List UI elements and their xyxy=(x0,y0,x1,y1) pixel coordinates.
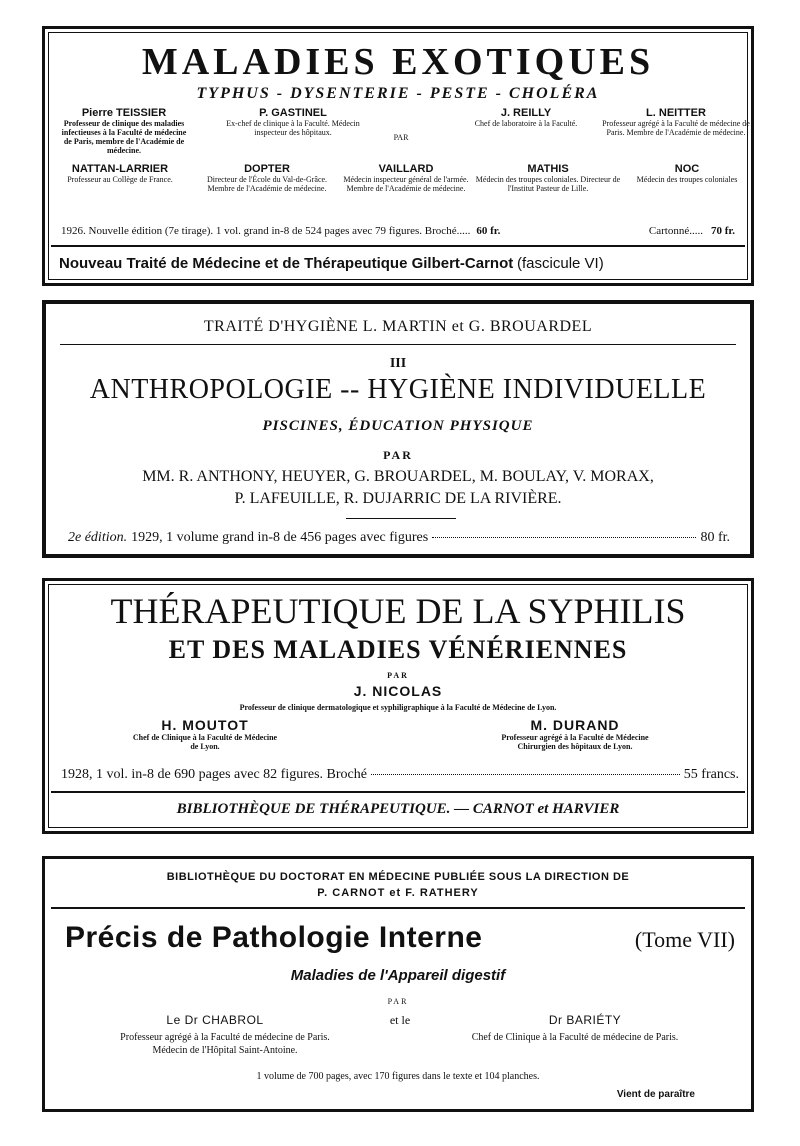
ad1-author-8 xyxy=(473,163,623,193)
ad1-author-3 xyxy=(461,107,591,128)
ad3-par: PAR xyxy=(387,671,409,680)
ad3-main-author: J. NICOLAS xyxy=(353,683,443,699)
ad1-author-5 xyxy=(55,163,185,184)
ad4-header-1: BIBLIOTHÈQUE DU DOCTORAT EN MÉDECINE PUBLIÉE SOUS LA DIRECTION DE xyxy=(166,871,630,883)
ad3-edition-line xyxy=(61,767,739,783)
leader-dots xyxy=(371,774,680,775)
ad1-author-1 xyxy=(59,107,189,155)
series-title: Nouveau Traité de Médecine et de Thérapeutique Gilbert-Carnot xyxy=(59,255,514,272)
price: 80 fr. xyxy=(700,530,730,545)
author-name: VAILLARD xyxy=(378,163,434,175)
author-desc: Directeur de l'École du Val-de-Grâce. Membre de l'Académie de médecine. xyxy=(206,175,328,193)
ad4-title-line xyxy=(65,921,735,955)
author-name: H. MOUTOT xyxy=(161,717,249,733)
author-desc: Chef de Clinique à la Faculté de médecine de Paris. xyxy=(471,1032,679,1043)
divider xyxy=(51,791,745,793)
ad-precis-pathologie xyxy=(42,856,754,1112)
ad4-desc-left xyxy=(75,1031,375,1057)
ad4-desc-right xyxy=(425,1031,725,1044)
ad1-author-4 xyxy=(601,107,751,137)
ad1-author-6 xyxy=(197,163,337,193)
divider-short xyxy=(346,518,456,519)
ad1-author-9 xyxy=(625,163,749,184)
series-paren: (fascicule VI) xyxy=(517,255,604,272)
ad3-author-left xyxy=(105,717,305,751)
ad2-subtitle: PISCINES, ÉDUCATION PHYSIQUE xyxy=(262,418,534,434)
author-name: L. NEITTER xyxy=(646,107,706,119)
ad2-authors-2: P. LAFEUILLE, R. DUJARRIC DE LA RIVIÈRE. xyxy=(234,490,562,507)
author-name: DOPTER xyxy=(244,163,290,175)
ad4-et-le: et le xyxy=(389,1013,411,1027)
ad1-author-2 xyxy=(223,107,363,137)
ad-maladies-exotiques xyxy=(42,26,754,286)
author-desc: Professeur agrégé à la Faculté de médecine de Paris. Membre de l'Académie de médecine. xyxy=(602,119,750,137)
ad4-status: Vient de paraître xyxy=(616,1089,695,1100)
ad4-author-right: Dr BARIÉTY xyxy=(548,1013,622,1027)
ad1-title: MALADIES EXOTIQUES xyxy=(141,41,655,83)
ad4-volume: 1 volume de 700 pages, avec 170 figures dans le texte et 104 planches. xyxy=(256,1071,540,1082)
author-desc: Chef de Clinique à la Faculté de Médecine xyxy=(132,733,278,742)
author-desc: Médecin inspecteur général de l'armée. Membre de l'Académie de médecine. xyxy=(343,175,469,193)
author-desc: Professeur agrégé à la Faculté de médecine de Paris. xyxy=(120,1032,330,1043)
ad4-tome: (Tome VII) xyxy=(634,927,735,952)
ad2-par: PAR xyxy=(383,448,413,462)
author-desc: Médecin de l'Hôpital Saint-Antoine. xyxy=(152,1045,298,1056)
ad2-title: ANTHROPOLOGIE -- HYGIÈNE INDIVIDUELLE xyxy=(89,374,707,405)
divider xyxy=(51,245,745,247)
ad1-series-line xyxy=(59,255,741,273)
ad3-title-2: ET DES MALADIES VÉNÉRIENNES xyxy=(168,635,628,664)
author-desc: de Lyon. xyxy=(190,742,220,751)
ad2-edition-line xyxy=(68,530,730,546)
ad3-title-1: THÉRAPEUTIQUE DE LA SYPHILIS xyxy=(110,591,686,631)
author-desc: Professeur au Collège de France. xyxy=(67,175,173,184)
edition-text: 1928, 1 vol. in-8 de 690 pages avec 82 figures. Broché xyxy=(61,767,367,782)
author-desc: Chirurgien des hôpitaux de Lyon. xyxy=(517,742,633,751)
ad4-author-left: Le Dr CHABROL xyxy=(166,1013,264,1027)
author-name: M. DURAND xyxy=(530,717,620,733)
divider xyxy=(60,344,736,345)
leader-dots xyxy=(432,537,696,538)
ad1-author-7 xyxy=(341,163,471,193)
ad4-title: Précis de Pathologie Interne xyxy=(65,921,483,954)
ad1-edition-line xyxy=(61,225,735,237)
ad-therapeutique-syphilis xyxy=(42,578,754,834)
ad3-author-right xyxy=(465,717,685,751)
edition-text: 1926. Nouvelle édition (7e tirage). 1 vol. grand in-8 de 524 pages avec 79 figures. Broché..... xyxy=(61,225,471,237)
edition-text: 1929, 1 volume grand in-8 de 456 pages avec figures xyxy=(131,530,429,545)
ad2-volume: III xyxy=(389,356,407,371)
author-desc: Ex-chef de clinique à la Faculté. Médecin inspecteur des hôpitaux. xyxy=(226,119,360,137)
author-name: NOC xyxy=(674,163,700,175)
author-desc: Professeur de clinique des maladies infectieuses à la Faculté de médecine de Paris, membre de l'Académie de médecine. xyxy=(61,119,187,155)
price-cartonne: 70 fr. xyxy=(710,225,735,237)
ad3-main-desc: Professeur de clinique dermatologique et syphiligraphique à la Faculté de Médecine de Lyon. xyxy=(239,703,557,712)
author-name: MATHIS xyxy=(527,163,569,175)
author-name: Pierre TEISSIER xyxy=(81,107,167,119)
cartonne-label: Cartonné..... xyxy=(648,225,703,237)
author-name: J. REILLY xyxy=(500,107,552,119)
author-name: NATTAN-LARRIER xyxy=(71,163,169,175)
ad1-par: PAR xyxy=(393,133,409,142)
price-broche: 60 fr. xyxy=(476,225,501,237)
divider xyxy=(51,907,745,909)
ad2-authors-1: MM. R. ANTHONY, HEUYER, G. BROUARDEL, M. BOULAY, V. MORAX, xyxy=(142,468,654,485)
ad4-par: PAR xyxy=(387,997,409,1006)
author-desc: Médecin des troupes coloniales xyxy=(636,175,738,184)
ad4-header-2: P. CARNOT et F. RATHERY xyxy=(317,887,479,899)
author-desc: Professeur agrégé à la Faculté de Médecine xyxy=(501,733,649,742)
ad-traite-hygiene xyxy=(42,300,754,558)
ad4-subtitle: Maladies de l'Appareil digestif xyxy=(290,967,506,984)
price: 55 francs. xyxy=(683,767,739,782)
ad1-subtitle: TYPHUS - DYSENTERIE - PESTE - CHOLÉRA xyxy=(196,85,600,102)
ad3-series: BIBLIOTHÈQUE DE THÉRAPEUTIQUE. — CARNOT et HARVIER xyxy=(176,801,620,817)
author-desc: Chef de laboratoire à la Faculté. xyxy=(474,119,578,128)
author-name: P. GASTINEL xyxy=(259,107,327,119)
author-desc: Médecin des troupes coloniales. Directeur de l'Institut Pasteur de Lille. xyxy=(475,175,621,193)
ad2-header: TRAITÉ D'HYGIÈNE L. MARTIN et G. BROUARDEL xyxy=(203,318,593,335)
edition-label: 2e édition. xyxy=(68,530,128,545)
